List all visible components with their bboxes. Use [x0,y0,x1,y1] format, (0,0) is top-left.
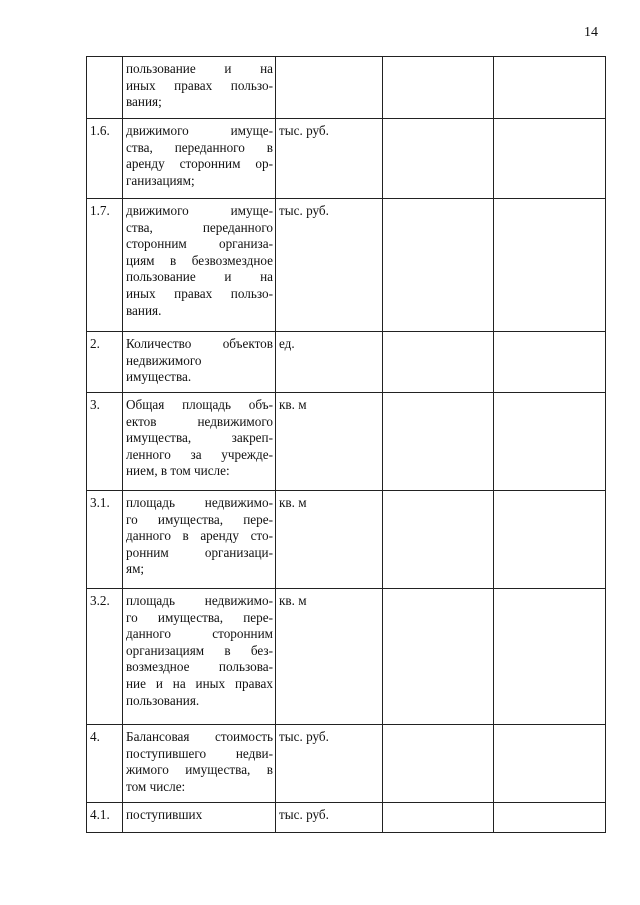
row-number: 4. [87,725,123,803]
indicator-name-line: пользование и на [126,61,273,76]
indicator-name [123,393,276,491]
table-row [87,393,606,491]
indicator-name-line: движимого имуще- [126,203,273,218]
row-number [87,57,123,119]
indicator-name-line: ние и на иных правах [126,675,273,691]
indicator-name-line: возмездное пользова- [126,659,273,675]
indicator-name-line: го имущества, пере- [126,609,273,625]
table-row [87,725,606,803]
row-number: 2. [87,332,123,393]
value-cell [383,332,494,393]
indicator-name [123,803,276,833]
value-cell [494,199,606,332]
report-table-body [87,57,606,833]
indicator-name-line: сторонним организа- [126,236,273,252]
row-number: 1.6. [87,119,123,199]
indicator-name-line: аренду сторонним ор- [126,156,273,172]
value-cell [383,199,494,332]
indicator-name-line: пользование и на [126,269,273,285]
value-cell [494,57,606,119]
indicator-name-line: ронним организаци- [126,544,273,560]
indicator-name-line: ям; [126,561,145,577]
indicator-name-line: ства, переданного [126,219,273,235]
unit-of-measure [276,57,383,119]
row-number: 3.2. [87,589,123,725]
table-row [87,491,606,589]
indicator-name-line: жимого имущества, в [126,762,273,778]
indicator-name-line: площадь недвижимо- [126,495,273,510]
indicator-name-line: иных правах пользо- [126,77,273,93]
unit-of-measure: тыс. руб. [276,199,383,332]
value-cell [494,491,606,589]
table-row [87,803,606,833]
value-cell [494,332,606,393]
indicator-name-line: организациям в без- [126,642,273,658]
indicator-name-line: данного сторонним [126,626,273,642]
indicator-name-line: ленного за учрежде- [126,446,273,462]
indicator-name-line: ганизациям; [126,172,195,188]
indicator-name-line: Общая площадь объ- [126,397,273,412]
indicator-name [123,725,276,803]
indicator-name [123,491,276,589]
indicator-name-line: пользования. [126,692,200,708]
indicator-name-line: имущества. [126,369,192,385]
unit-of-measure: тыс. руб. [276,803,383,833]
indicator-name-line: поступившего недви- [126,745,273,761]
indicator-name-line: данного в аренду сто- [126,528,273,544]
indicator-name-line: Количество объектов [126,336,273,351]
table-row [87,332,606,393]
value-cell [494,589,606,725]
table-row [87,57,606,119]
indicator-name-line: вания; [126,94,162,110]
value-cell [383,589,494,725]
indicator-name-line: вания. [126,302,162,318]
indicator-name-line: циям в безвозмездное [126,252,273,268]
indicator-name [123,57,276,119]
row-number: 4.1. [87,803,123,833]
value-cell [383,725,494,803]
indicator-name-line: поступивших [126,807,203,822]
indicator-name-line: го имущества, пере- [126,511,273,527]
row-number: 3.1. [87,491,123,589]
unit-of-measure: кв. м [276,393,383,491]
value-cell [383,393,494,491]
value-cell [494,725,606,803]
indicator-name-line: иных правах пользо- [126,285,273,301]
unit-of-measure: тыс. руб. [276,725,383,803]
report-table [86,56,606,833]
unit-of-measure: ед. [276,332,383,393]
value-cell [494,393,606,491]
indicator-name [123,119,276,199]
indicator-name [123,332,276,393]
page-number: 14 [584,25,598,40]
unit-of-measure: тыс. руб. [276,119,383,199]
row-number: 3. [87,393,123,491]
value-cell [494,803,606,833]
indicator-name [123,589,276,725]
unit-of-measure: кв. м [276,491,383,589]
table-row [87,199,606,332]
table-row [87,589,606,725]
indicator-name-line: площадь недвижимо- [126,593,273,608]
indicator-name-line: недвижимого [126,352,202,368]
value-cell [494,119,606,199]
value-cell [383,119,494,199]
value-cell [383,491,494,589]
indicator-name-line: движимого имуще- [126,123,273,138]
indicator-name [123,199,276,332]
value-cell [383,803,494,833]
indicator-name-line: том числе: [126,778,186,794]
unit-of-measure: кв. м [276,589,383,725]
indicator-name-line: ектов недвижимого [126,413,273,429]
indicator-name-line: ства, переданного в [126,139,273,155]
value-cell [383,57,494,119]
row-number: 1.7. [87,199,123,332]
table-row [87,119,606,199]
indicator-name-line: нием, в том числе: [126,463,230,479]
indicator-name-line: Балансовая стоимость [126,729,273,744]
indicator-name-line: имущества, закреп- [126,430,273,446]
